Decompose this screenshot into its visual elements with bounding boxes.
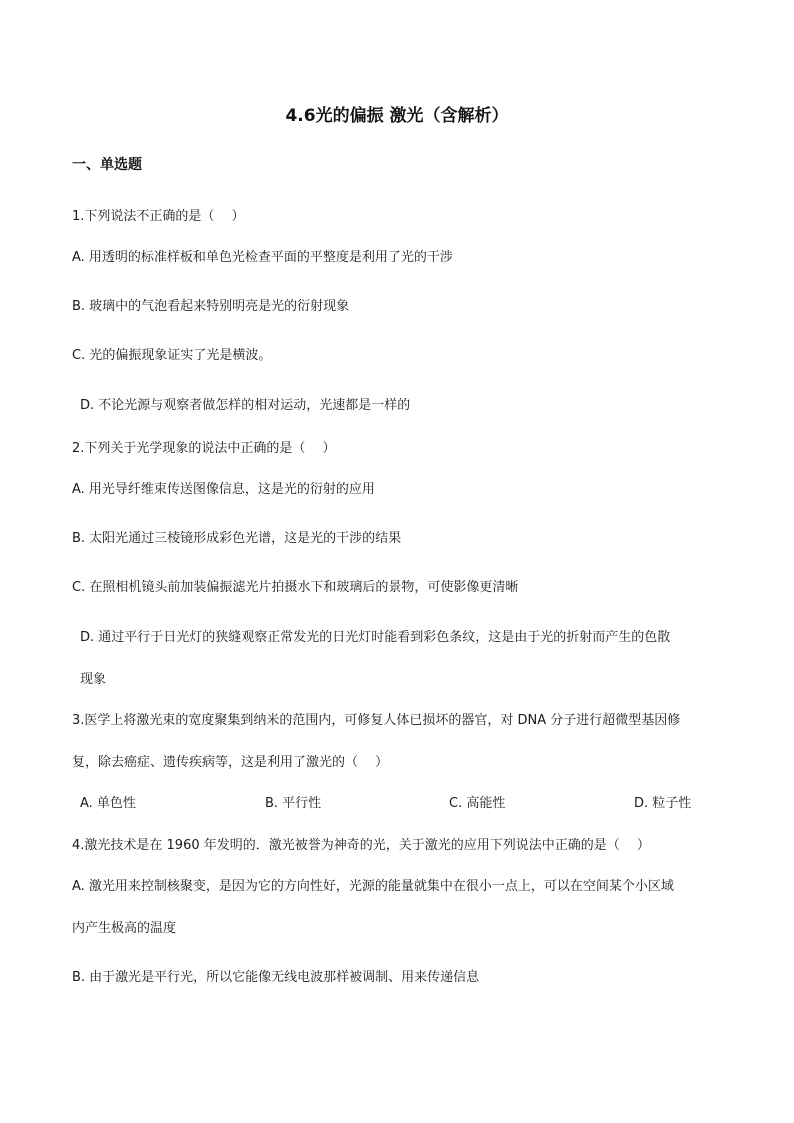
question-2-option-d: D. 通过平行于日光灯的狭缝观察正常发光的日光灯时能看到彩色条纹，这是由于光的折射而产生的色散 [80, 630, 671, 645]
question-4-option-b: B. 由于激光是平行光，所以它能像无线电波那样被调制、用来传递信息 [72, 970, 480, 985]
question-1-option-d: D. 不论光源与观察者做怎样的相对运动，光速都是一样的 [80, 398, 411, 413]
question-2-option-a: A. 用光导纤维束传送图像信息，这是光的衍射的应用 [72, 482, 375, 497]
question-2-option-b: B. 太阳光通过三棱镜形成彩色光谱，这是光的干涉的结果 [72, 531, 402, 546]
question-2-option-d-continued: 现象 [80, 672, 107, 687]
question-4-option-a-continued: 内产生极高的温度 [72, 921, 177, 936]
question-3-option-d: D. 粒子性 [634, 796, 692, 811]
question-1-option-a: A. 用透明的标准样板和单色光检查平面的平整度是利用了光的干涉 [72, 250, 453, 265]
question-3-stem-continued: 复，除去癌症、遗传疾病等，这是利用了激光的（ ） [72, 755, 389, 770]
question-2-option-c: C. 在照相机镜头前加装偏振滤光片拍摄水下和玻璃后的景物，可使影像更清晰 [72, 580, 519, 595]
question-4-option-a: A. 激光用来控制核聚变，是因为它的方向性好，光源的能量就集中在很小一点上，可以在空间某个小区域 [72, 879, 674, 894]
question-3-option-b: B. 平行性 [265, 796, 322, 811]
section-heading: 一、单选题 [72, 157, 142, 173]
question-1-option-b: B. 玻璃中的气泡看起来特别明亮是光的衍射现象 [72, 299, 350, 314]
question-1-option-c: C. 光的偏振现象证实了光是横波。 [72, 348, 272, 363]
question-3-stem: 3.医学上将激光束的宽度聚集到纳米的范围内，可修复人体已损坏的器官，对 DNA 分子进行超微型基因修 [72, 713, 681, 728]
document-title: 4.6光的偏振 激光（含解析） [285, 106, 509, 126]
question-4-stem: 4.激光技术是在 1960 年发明的．激光被誉为神奇的光，关于激光的应用下列说法中正确的是（ ） [72, 838, 650, 853]
question-3-option-c: C. 高能性 [449, 796, 506, 811]
question-2-stem: 2.下列关于光学现象的说法中正确的是（ ） [72, 441, 336, 456]
question-1-stem: 1.下列说法不正确的是（ ） [72, 209, 245, 224]
question-3-option-a: A. 单色性 [80, 796, 136, 811]
